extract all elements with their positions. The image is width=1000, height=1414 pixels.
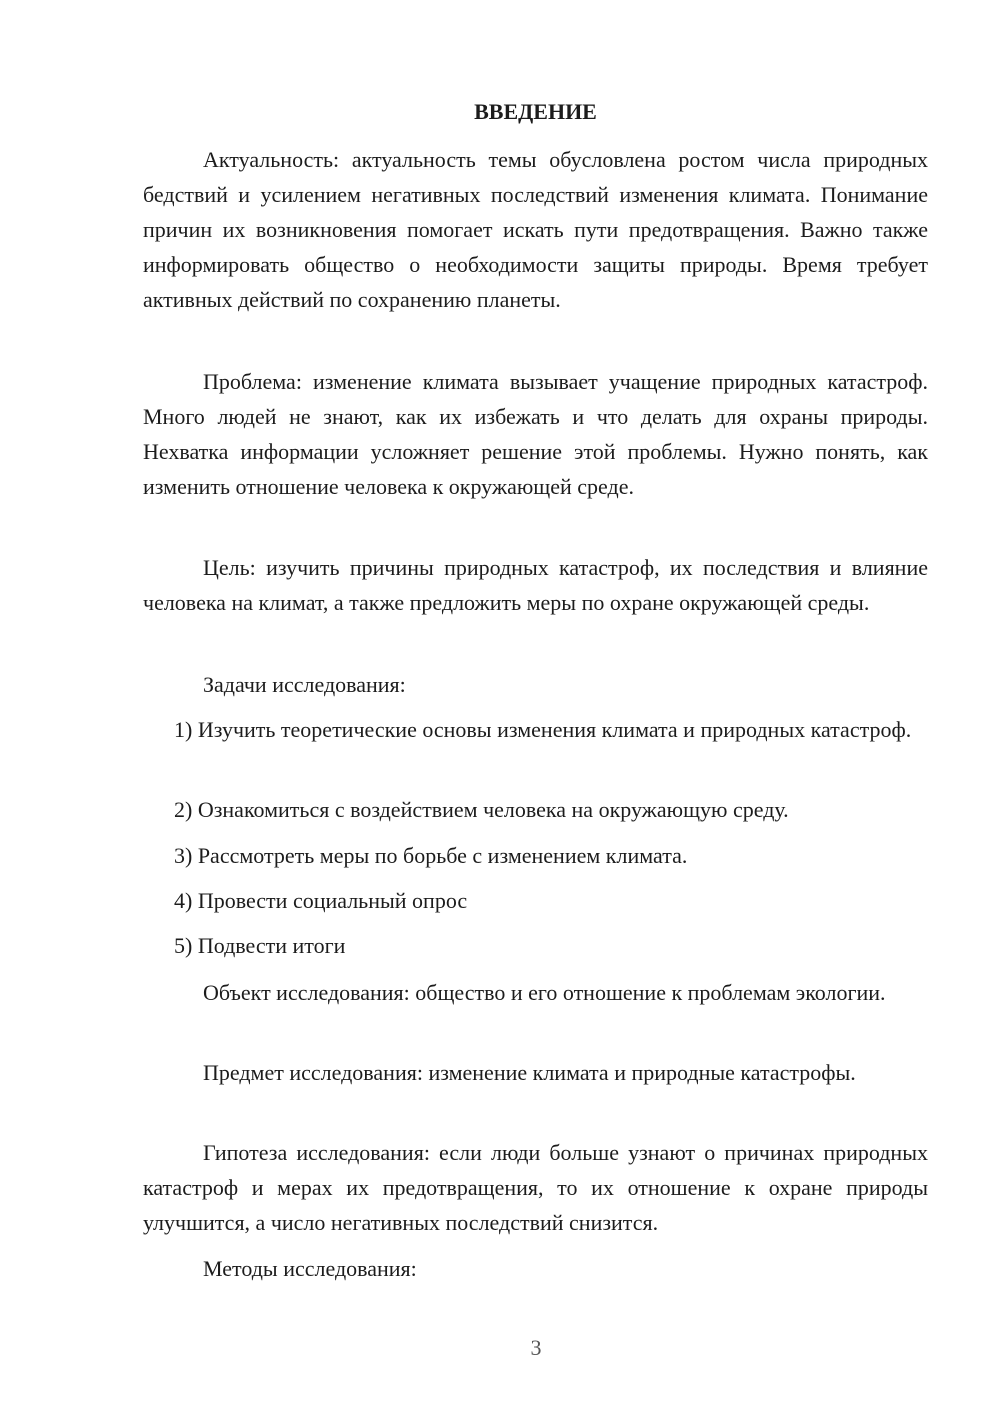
paragraph-relevance: Актуальность: актуальность темы обусловлена ростом числа природных бедствий и усилением негативных последствий изменения климата. Понимание причин их возникновения помогает искать пути предотвращения. Важно также информировать общество о необходимости защиты природы. Время требует активных действий по сохранению планеты.	[143, 147, 928, 312]
methods-heading: Методы исследования:	[203, 1256, 417, 1281]
paragraph-problem: Проблема: изменение климата вызывает учащение природных катастроф. Много людей не знают, как их избежать и что делать для охраны природы. Нехватка информации усложняет решение этой проблемы. Нужно понять, как изменить отношение человека к окружающей среде.	[143, 369, 928, 499]
paragraph-hypothesis: Гипотеза исследования: если люди больше узнают о причинах природных катастроф и мерах их предотвращения, то их отношение к охране природы улучшится, а число негативных последствий снизится.	[143, 1140, 928, 1235]
tasks-heading: Задачи исследования:	[203, 672, 406, 697]
paragraph-subject: Предмет исследования: изменение климата и природные катастрофы.	[203, 1060, 856, 1085]
task-item-5: 5) Подвести итоги	[174, 933, 346, 958]
page-number: 3	[530, 1335, 542, 1360]
page-title: ВВЕДЕНИЕ	[474, 99, 597, 124]
task-item-4: 4) Провести социальный опрос	[174, 888, 468, 913]
task-item-2: 2) Ознакомиться с воздействием человека на окружающую среду.	[174, 797, 789, 822]
paragraph-object: Объект исследования: общество и его отношение к проблемам экологии.	[203, 980, 886, 1005]
paragraph-goal: Цель: изучить причины природных катастроф, их последствия и влияние человека на климат, а также предложить меры по охране окружающей среды.	[143, 555, 928, 615]
task-item-3: 3) Рассмотреть меры по борьбе с изменением климата.	[174, 843, 688, 868]
task-item-1: 1) Изучить теоретические основы изменения климата и природных катастроф.	[174, 717, 912, 742]
